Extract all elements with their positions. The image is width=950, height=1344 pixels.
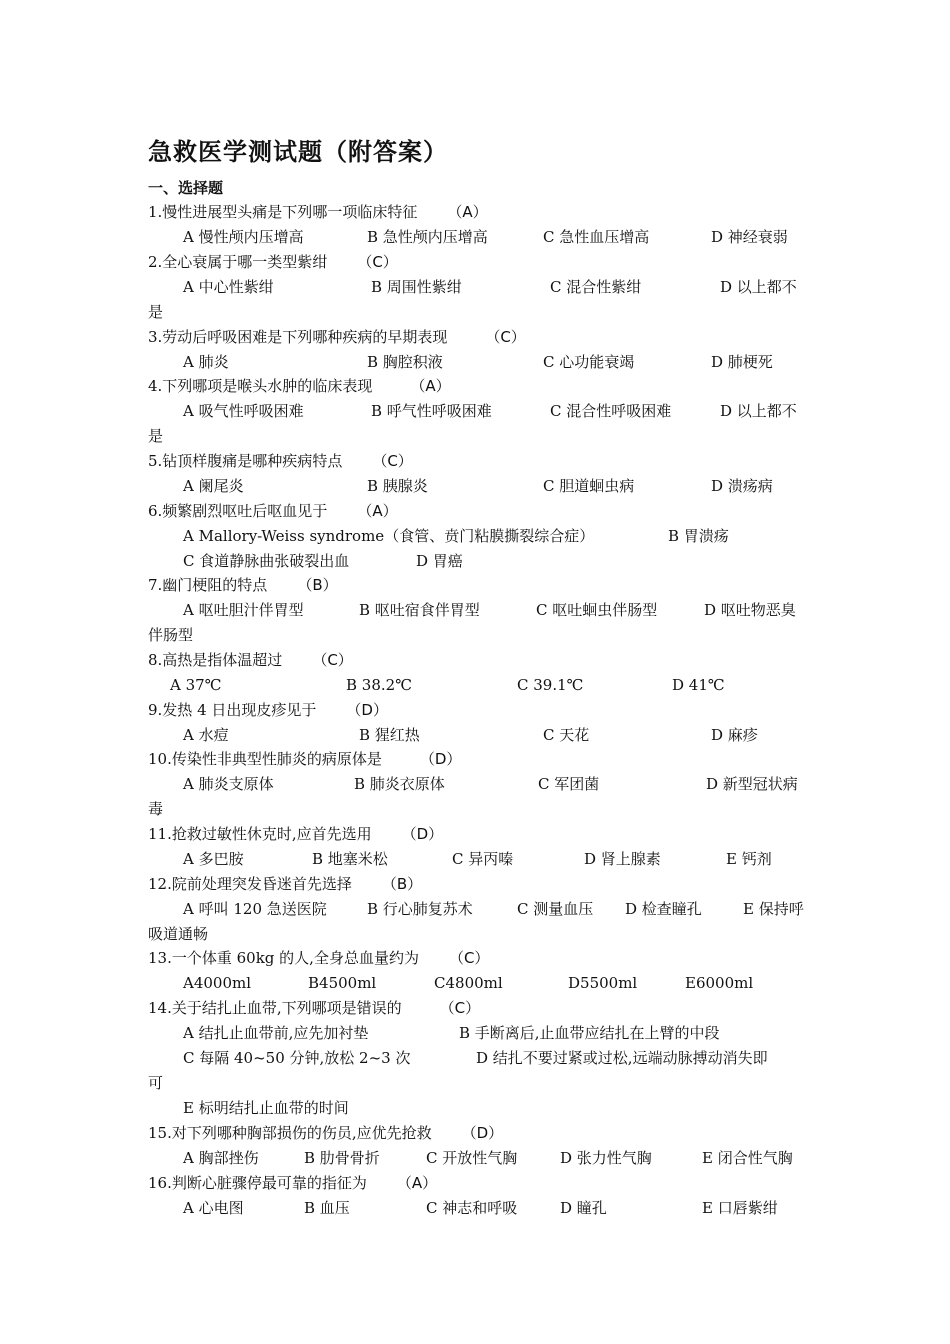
question-stem: 12.院前处理突发昏迷首先选择 xyxy=(148,875,352,893)
option-c: C 混合性呼吸困难 xyxy=(550,402,672,420)
question-9 xyxy=(148,700,388,720)
question-stem: 8.高热是指体温超过 xyxy=(148,651,283,669)
option-c: C 每隔 40~50 分钟,放松 2~3 次 xyxy=(183,1049,411,1067)
question-2 xyxy=(148,252,398,272)
question-11 xyxy=(148,824,443,844)
option-c: C 混合性紫绀 xyxy=(550,278,642,296)
option-b: B 胸腔积液 xyxy=(367,353,443,371)
option-continuation: 是 xyxy=(148,427,164,445)
option-d: D 新型冠状病 xyxy=(706,775,798,793)
option-d: D 呕吐物恶臭 xyxy=(704,601,796,619)
option-continuation: 毒 xyxy=(148,800,164,818)
answer-key: （C） xyxy=(485,328,526,346)
answer-key: （C） xyxy=(312,651,353,669)
option-d: D 瞳孔 xyxy=(560,1199,607,1217)
question-stem: 14.关于结扎止血带,下列哪项是错误的 xyxy=(148,999,402,1017)
option-a: A 结扎止血带前,应先加衬垫 xyxy=(183,1024,369,1042)
answer-key: （A） xyxy=(447,203,488,221)
question-7 xyxy=(148,575,338,595)
option-d: D 麻疹 xyxy=(711,726,758,744)
question-1 xyxy=(148,202,488,222)
option-a: A 阑尾炎 xyxy=(183,477,244,495)
question-13 xyxy=(148,948,489,968)
option-e: E 钙剂 xyxy=(726,850,772,868)
question-10 xyxy=(148,749,461,769)
option-e: E6000ml xyxy=(685,974,754,992)
option-b: B 胃溃疡 xyxy=(668,527,729,545)
option-c: C 呕吐蛔虫伴肠型 xyxy=(536,601,658,619)
option-b: B 血压 xyxy=(304,1199,350,1217)
question-stem: 13.一个体重 60kg 的人,全身总血量约为 xyxy=(148,949,419,967)
option-continuation: 伴肠型 xyxy=(148,626,194,644)
question-stem: 15.对下列哪种胸部损伤的伤员,应优先抢救 xyxy=(148,1124,432,1142)
question-15 xyxy=(148,1123,503,1143)
option-a: A 多巴胺 xyxy=(183,850,244,868)
option-e: E 保持呼 xyxy=(743,900,804,918)
question-3 xyxy=(148,327,526,347)
option-c: C 测量血压 xyxy=(517,900,594,918)
answer-key: （C） xyxy=(357,253,398,271)
option-c: C 神志和呼吸 xyxy=(426,1199,518,1217)
answer-key: （C） xyxy=(372,452,413,470)
option-b: B 行心肺复苏术 xyxy=(367,900,473,918)
option-d: D5500ml xyxy=(568,974,638,992)
option-b: B 地塞米松 xyxy=(312,850,388,868)
option-b: B4500ml xyxy=(308,974,377,992)
option-a: A 胸部挫伤 xyxy=(183,1149,259,1167)
option-b: B 肋骨骨折 xyxy=(304,1149,380,1167)
question-8 xyxy=(148,650,353,670)
section-heading: 一、选择题 xyxy=(148,179,224,197)
answer-key: （A） xyxy=(396,1174,438,1192)
option-c: C 军团菌 xyxy=(538,775,600,793)
option-c: C 急性血压增高 xyxy=(543,228,650,246)
answer-key: （A） xyxy=(410,377,451,395)
answer-key: （D） xyxy=(401,825,444,843)
option-c: C 开放性气胸 xyxy=(426,1149,518,1167)
option-c: C 39.1℃ xyxy=(517,676,584,694)
option-c: C 食道静脉曲张破裂出血 xyxy=(183,552,350,570)
option-c: C 心功能衰竭 xyxy=(543,353,635,371)
option-d: D 溃疡病 xyxy=(711,477,773,495)
option-a: A 肺炎支原体 xyxy=(183,775,274,793)
answer-key: （B） xyxy=(381,875,423,893)
option-d: D 张力性气胸 xyxy=(560,1149,652,1167)
option-b: B 呕吐宿食伴胃型 xyxy=(359,601,480,619)
question-4 xyxy=(148,376,451,396)
answer-key: （C） xyxy=(448,949,490,967)
question-stem: 4.下列哪项是喉头水肿的临床表现 xyxy=(148,377,373,395)
option-continuation: 可 xyxy=(148,1074,164,1092)
option-a: A 肺炎 xyxy=(183,353,229,371)
question-16 xyxy=(148,1173,437,1193)
answer-key: （D） xyxy=(419,750,462,768)
question-stem: 6.频繁剧烈呕吐后呕血见于 xyxy=(148,502,328,520)
option-a: A 吸气性呼吸困难 xyxy=(183,402,304,420)
option-continuation: 吸道通畅 xyxy=(148,925,209,943)
option-continuation: 是 xyxy=(148,303,164,321)
question-stem: 9.发热 4 日出现皮疹见于 xyxy=(148,701,317,719)
option-b: B 周围性紫绀 xyxy=(371,278,462,296)
question-5 xyxy=(148,451,413,471)
option-c: C4800ml xyxy=(434,974,503,992)
option-e: E 闭合性气胸 xyxy=(702,1149,793,1167)
option-d: D 结扎不要过紧或过松,远端动脉搏动消失即 xyxy=(476,1049,768,1067)
option-c: C 天花 xyxy=(543,726,590,744)
question-stem: 2.全心衰属于哪一类型紫绀 xyxy=(148,253,328,271)
option-b: B 猩红热 xyxy=(359,726,420,744)
option-e: E 口唇紫绀 xyxy=(702,1199,778,1217)
option-d: D 以上都不 xyxy=(720,278,797,296)
document-title: 急救医学测试题（附答案） xyxy=(148,138,448,166)
option-d: D 肺梗死 xyxy=(711,353,773,371)
question-stem: 7.幽门梗阻的特点 xyxy=(148,576,268,594)
question-stem: 16.判断心脏骤停最可靠的指征为 xyxy=(148,1174,367,1192)
question-stem: 11.抢救过敏性休克时,应首先选用 xyxy=(148,825,372,843)
option-b: B 肺炎衣原体 xyxy=(354,775,445,793)
option-a: A 37℃ xyxy=(170,676,222,694)
option-d: D 神经衰弱 xyxy=(711,228,788,246)
question-14 xyxy=(148,998,480,1018)
option-d: D 41℃ xyxy=(672,676,725,694)
option-c: C 异丙嗪 xyxy=(452,850,514,868)
answer-key: （D） xyxy=(461,1124,504,1142)
option-d: D 以上都不 xyxy=(720,402,797,420)
answer-key: （D） xyxy=(346,701,388,719)
option-c: C 胆道蛔虫病 xyxy=(543,477,635,495)
option-b: B 急性颅内压增高 xyxy=(367,228,488,246)
option-b: B 38.2℃ xyxy=(346,676,412,694)
option-a: A 水痘 xyxy=(183,726,229,744)
option-a: A 心电图 xyxy=(183,1199,244,1217)
option-a: A 慢性颅内压增高 xyxy=(183,228,304,246)
answer-key: （A） xyxy=(357,502,398,520)
question-12 xyxy=(148,874,422,894)
option-a: A 呕吐胆汁伴胃型 xyxy=(183,601,304,619)
option-b: B 呼气性呼吸困难 xyxy=(371,402,492,420)
option-a: A 中心性紫绀 xyxy=(183,278,274,296)
option-a: A4000ml xyxy=(183,974,252,992)
option-a: A Mallory-Weiss syndrome（食管、贲门粘膜撕裂综合症） xyxy=(183,527,595,545)
option-e: E 标明结扎止血带的时间 xyxy=(183,1099,349,1117)
option-d: D 肾上腺素 xyxy=(584,850,661,868)
question-stem: 3.劳动后呼吸困难是下列哪种疾病的早期表现 xyxy=(148,328,448,346)
option-a: A 呼叫 120 急送医院 xyxy=(183,900,327,918)
answer-key: （C） xyxy=(439,999,481,1017)
question-6 xyxy=(148,501,398,521)
option-b: B 手断离后,止血带应结扎在上臂的中段 xyxy=(459,1024,720,1042)
question-stem: 5.钻顶样腹痛是哪种疾病特点 xyxy=(148,452,343,470)
answer-key: （B） xyxy=(297,576,338,594)
option-b: B 胰腺炎 xyxy=(367,477,428,495)
question-stem: 10.传染性非典型性肺炎的病原体是 xyxy=(148,750,382,768)
option-d: D 检查瞳孔 xyxy=(625,900,702,918)
option-d: D 胃癌 xyxy=(416,552,463,570)
question-stem: 1.慢性进展型头痛是下列哪一项临床特征 xyxy=(148,203,418,221)
